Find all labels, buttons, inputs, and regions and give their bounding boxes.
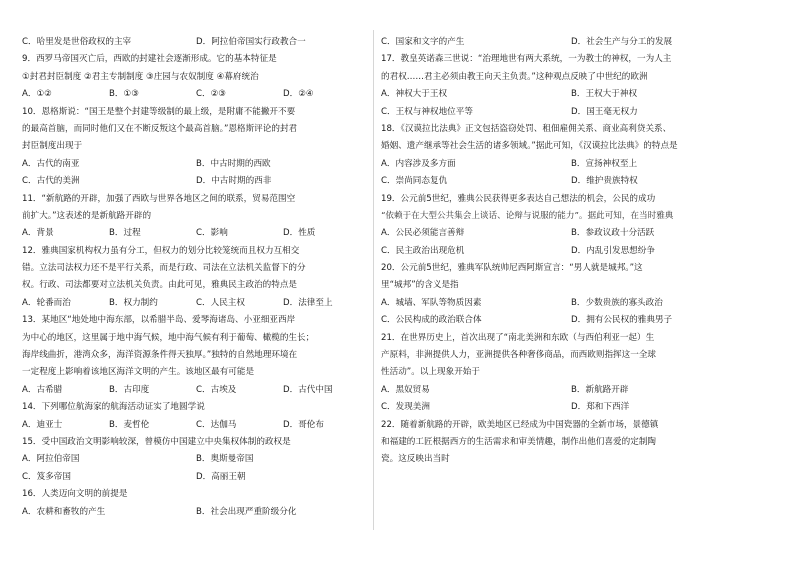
answer-option-a: A．阿拉伯帝国: [22, 454, 80, 465]
answer-option-a: C．哈里发是世俗政权的主宰: [22, 37, 132, 47]
answer-option-a: A．黑奴贸易: [381, 384, 430, 395]
column-divider: [373, 30, 374, 530]
quoted-text: “依赖于在大型公共集会上谈话、论辩与说服的能力”。据此可知，在当时雅典: [381, 210, 674, 221]
answer-options-row: [22, 451, 370, 468]
answer-options-row: [22, 295, 370, 312]
question-text-line: [22, 243, 370, 260]
answer-option-b: B．①③: [109, 89, 139, 100]
question-text-line: [381, 330, 761, 347]
question-text: 婚姻、遗产继承等社会生活的诸多领域。”据此可知，《汉谟拉比法典》的特点是: [381, 141, 678, 152]
answer-option-b: B．奥斯曼帝国: [196, 454, 254, 465]
answer-option-b: D．郑和下西洋: [571, 402, 630, 413]
question-text-line: [381, 51, 761, 68]
question-text-line: [381, 69, 761, 86]
question-text: 22．随着新航路的开辟，欧美地区已经成为中国瓷器的全新市场，景德镇: [381, 419, 659, 430]
question-text: 21．在世界历史上，首次出现了“南北美洲和东欧（与西伯利亚一起）生: [381, 332, 655, 343]
answer-options-row: [22, 173, 370, 190]
answer-option-b: D．高丽王朝: [196, 471, 246, 482]
question-text: 20．公元前5世纪，雅典军队统帅尼西阿斯宣言：“男人就是城邦。”这: [381, 263, 643, 274]
answer-options-row: [381, 86, 761, 103]
answer-options-row: [381, 173, 761, 190]
answer-option-c: C．达伽马: [196, 419, 237, 430]
answer-option-b: B．过程: [109, 228, 141, 239]
answer-option-a: A．①②: [22, 89, 52, 100]
question-text-line: [381, 260, 761, 277]
answer-option-a: C．民主政治出现危机: [381, 245, 465, 256]
question-text-line: [22, 330, 370, 347]
question-text-line: [381, 208, 761, 225]
answer-option-a: A．迪亚士: [22, 419, 63, 430]
question-text: 海岸线曲折，港湾众多，海洋资源条件得天独厚。”独特的自然地理环境在: [22, 350, 298, 361]
question-text: 为中心的地区，这里属于地中海气候，地中海气候有利于葡萄、橄榄的生长；: [22, 332, 315, 343]
question-text-line: [22, 312, 370, 329]
answer-option-a: A．轮番而治: [22, 297, 71, 308]
answer-options-row: [381, 34, 761, 51]
answer-options-row: [381, 243, 761, 260]
question-text: 15．受中国政治文明影响较深，曾模仿中国建立中央集权体制的政权是: [22, 436, 291, 447]
question-text: 14．下列哪位航海家的航海活动证实了地圆学说: [22, 402, 205, 413]
answer-option-d: D．性质: [283, 228, 316, 239]
answer-option-d: D．哥伦布: [283, 419, 324, 430]
answer-option-b: D．维护贵族特权: [571, 176, 638, 187]
answer-option-c: C．古埃及: [196, 384, 237, 395]
question-text-line: [381, 434, 761, 451]
answer-options-row: [22, 382, 370, 399]
question-text-line: [22, 486, 370, 503]
answer-option-b: B．中古时期的西欧: [196, 158, 271, 169]
answer-options-row: [381, 156, 761, 173]
answer-options-row: [381, 104, 761, 121]
answer-option-b: D．阿拉伯帝国实行政教合一: [196, 37, 306, 47]
answer-options-row: [381, 312, 761, 329]
answer-options-row: [381, 295, 761, 312]
answer-option-a: C．崇尚同态复仇: [381, 176, 448, 187]
question-text: 性活动”。以上现象开始于: [381, 367, 480, 378]
question-text-line: [22, 104, 370, 121]
answer-option-a: A．神权大于王权: [381, 89, 448, 100]
answer-option-d: D．②④: [283, 89, 314, 100]
question-text: 18．《汉谟拉比法典》正文包括盗窃处罚、租佃雇佣关系、商业高利贷关系、: [381, 123, 672, 134]
answer-option-b: D．国王毫无权力: [571, 106, 638, 117]
question-text: 和福建的工匠根据西方的生活需求和审美情趣，制作出他们喜爱的定制陶: [381, 436, 657, 447]
answer-option-a: A．古希腊: [22, 384, 63, 395]
answer-option-b: B．王权大于神权: [571, 89, 638, 100]
question-text-line: [22, 208, 370, 225]
answer-option-d: D．法律至上: [283, 297, 333, 308]
answer-option-c: C．②③: [196, 89, 227, 100]
answer-option-b: D．内乱引发思想纷争: [571, 245, 655, 256]
right-column: [381, 34, 761, 469]
answer-option-d: D．古代中国: [283, 384, 333, 395]
answer-option-a: A．农耕和畜牧的产生: [22, 506, 106, 517]
answer-options-row: [22, 156, 370, 173]
answer-option-b: B．社会出现严重阶级分化: [196, 506, 297, 517]
answer-options-row: [22, 417, 370, 434]
question-text: 的君权……君主必须由教王向天主负责。”这种观点反映了中世纪的欧洲: [381, 71, 648, 82]
answer-options-row: [22, 86, 370, 103]
question-text: 12．雅典国家机构权力虽有分工，但权力的划分比较笼统而且权力互相交: [22, 245, 300, 256]
answer-option-b: D．拥有公民权的雅典男子: [571, 315, 673, 326]
question-text: 里“城邦”的含义是指: [381, 280, 459, 291]
answer-option-b: B．少数贵族的寡头政治: [571, 297, 663, 308]
question-text-line: [381, 138, 761, 155]
question-text: 17．教皇英诺森三世说：“治理地世有两大系统，一为教士的神权，一为人主: [381, 54, 672, 65]
answer-option-a: A．城墙、军队等物质因素: [381, 297, 482, 308]
question-text-line: [22, 364, 370, 381]
answer-options-row: [381, 225, 761, 242]
answer-options-row: [22, 225, 370, 242]
question-text: 封臣制度出现于: [22, 141, 83, 152]
question-text: 权。行政、司法都要对立法机关负责。由此可见，雅典民主政治的特点是: [22, 280, 298, 291]
question-text: 10．恩格斯说：“国王是整个封建等级制的最上级，是附庸不能撇开不要: [22, 106, 296, 117]
question-text: 产原料，非洲提供人力，亚洲提供各种奢侈商品，而西欧则指挥这一全球: [381, 350, 657, 361]
question-text: 前扩大。”这表述的是新航路开辟的: [22, 210, 152, 221]
answer-option-b: B．参政议政十分活跃: [571, 228, 655, 239]
question-text: 瓷。这反映出当时: [381, 454, 450, 465]
question-text-line: [22, 51, 370, 68]
answer-option-b: B．新航路开辟: [571, 384, 629, 395]
question-text: 一定程度上影响着该地区海洋文明的产生。该地区最有可能是: [22, 367, 255, 378]
answer-option-b: B．麦哲伦: [109, 419, 150, 430]
answer-option-a: C．发现美洲: [381, 402, 430, 413]
question-text-line: [22, 399, 370, 416]
question-text-line: [22, 138, 370, 155]
question-text-line: [22, 434, 370, 451]
question-text: 错。立法司法权力还不是平行关系，而是行政、司法在立法机关监督下的分: [22, 263, 306, 274]
answer-option-a: A．背景: [22, 228, 54, 239]
answer-option-c: C．人民主权: [196, 297, 245, 308]
question-text-line: [381, 451, 761, 468]
question-text: 13．某地区“地处地中海东部，以希腊半岛、爱琴海诸岛、小亚细亚西岸: [22, 315, 296, 326]
question-text-line: [381, 191, 761, 208]
answer-option-a: A．内容涉及多方面: [381, 158, 456, 169]
answer-option-a: C．笈多帝国: [22, 471, 71, 482]
answer-option-a: A．古代的南亚: [22, 158, 80, 169]
answer-options-row: [22, 504, 370, 521]
left-column: [22, 34, 370, 521]
answer-option-a: A．公民必须能言善辩: [381, 228, 465, 239]
answer-options-row: [22, 469, 370, 486]
question-text-line: [381, 417, 761, 434]
answer-option-c: C．影响: [196, 228, 228, 239]
answer-option-a: C．公民构成的政治联合体: [381, 315, 482, 326]
question-text-line: [22, 347, 370, 364]
question-text-line: [22, 191, 370, 208]
question-text-line: [22, 260, 370, 277]
question-text-line: [381, 277, 761, 294]
answer-option-b: B．古印度: [109, 384, 150, 395]
answer-option-a: C．王权与神权地位平等: [381, 106, 473, 117]
answer-options-row: [381, 399, 761, 416]
answer-option-b: B．宣扬神权至上: [571, 158, 638, 169]
answer-options-row: [22, 34, 370, 51]
answer-option-b: D．中古时期的西非: [196, 176, 272, 187]
answer-option-a: C．国家和文字的产生: [381, 37, 465, 47]
answer-option-a: C．古代的美洲: [22, 176, 80, 187]
question-text-line: [381, 121, 761, 138]
answer-option-b: B．权力制约: [109, 297, 158, 308]
question-text-line: [381, 364, 761, 381]
question-text-line: [22, 69, 370, 86]
answer-option-b: D．社会生产与分工的发展: [571, 37, 673, 47]
question-text: 19．公元前5世纪，雅典公民获得更多表达自己想法的机会，公民的成功: [381, 193, 656, 204]
question-text: 的最高首脑，而同时他们又在不断反叛这个最高首脑。”恩格斯评论的封君: [22, 123, 298, 134]
question-text: 16．人类迈向文明的前提是: [22, 489, 128, 500]
question-text: ①封君封臣制度 ②君主专制制度 ③庄园与农奴制度 ④幕府统治: [22, 71, 259, 82]
question-text-line: [22, 121, 370, 138]
answer-options-row: [381, 382, 761, 399]
question-text: 11．“新航路的开辟，加强了西欧与世界各地区之间的联系，贸易范围空: [22, 193, 296, 204]
question-text-line: [22, 277, 370, 294]
question-text: 9．西罗马帝国灭亡后，西欧的封建社会逐渐形成。它的基本特征是: [22, 54, 277, 65]
question-text-line: [381, 347, 761, 364]
